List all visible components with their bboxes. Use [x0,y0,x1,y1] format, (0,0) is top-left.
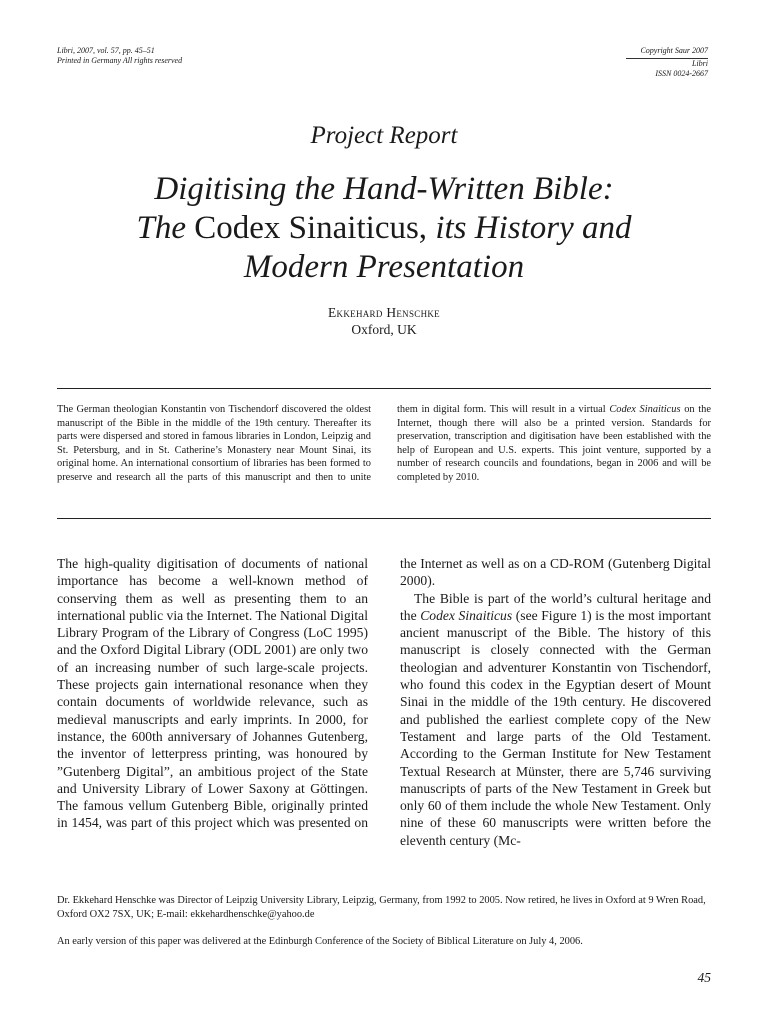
author-name: Ekkehard Henschke [328,305,440,320]
journal-citation [57,46,182,66]
title-line-2 [40,209,728,248]
title-line-2-rest: its History and [435,210,632,246]
article-type: Project Report [310,122,458,149]
page-number: 45 [697,970,711,985]
title-line-1: Digitising the Hand-Written Bible: [154,171,614,207]
journal-line: Libri, 2007, vol. 57, pp. 45–51 [57,46,155,55]
body-paragraph-2-b: (see Figure 1) is the most important ancient manuscript of the Bible. The history of this manuscript is closely connected with the German theologian and adventurer Konstantin von Tischendorf, who found this codex in the Egyptian desert of Mount Sinai in the middle of the 19th century. He discovered and published the earliest complete copy of the New Testament and large parts of the Old Testament. According to the German Institute for New Testament Textual Research at Münster, there are 5,746 surviving manuscripts of parts of the New Testament in Greek but only 60 of them include the whole New Testament. Only nine of these 60 manuscripts were written before the eleventh century (Mc- [400,607,711,848]
issn-line: ISSN 0024-2667 [655,69,708,78]
abstract-top-rule [57,388,711,389]
abstract-italic: Codex Sinaiticus [609,404,681,415]
body-paragraph-2 [400,590,711,849]
copyright-block [560,46,708,79]
title-codex-name: Codex Sinaiticus, [194,210,428,246]
article-title [40,170,728,287]
conference-note: An early version of this paper was delivered at the Edinburgh Conference of the Society of Biblical Literature on July 4, 2006. [57,936,583,947]
abstract-part-2: on the Internet, though there will also be a printed version. Standards for preservation, transcription and digitisation have been established with the help of European and U.S. experts. This joint venture, supported by a number of research councils and foundations, began in 2006 and will be completed by 2010. [397,404,711,483]
copyright-line: Copyright Saur 2007 [640,46,708,55]
author-affiliation: Oxford, UK [351,322,417,337]
body-paragraph-2-a: The Bible is part of the world’s cultural heritage and the [400,590,711,623]
title-line-3: Modern Presentation [243,249,525,285]
abstract-text [57,403,711,485]
body-paragraph-1: The high-quality digitisation of documents of national importance has become a well-known method of conserving them as well as presenting them to an international public via the Internet. The National Digital Library Program of the Library of Congress (LoC 1995) and the Oxford Digital Library (ODL 2001) are only two of an increasing number of such large-scale projects. These projects gain international resonance when they contain documents of worldwide relevance, such as medieval manuscripts and early imprints. In 2000, for instance, the 600th anniversary of Johannes Gutenberg, the inventor of letterpress printing, was honoured by ”Gutenberg Digital”, an ambitious project of the State and University Library of Lower Saxony at Göttingen. The famous vellum Gutenberg Bible, originally printed in 1454, was part of this project which was presented on the Internet as well as on a CD-ROM (Gutenberg Digital 2000). [57,556,711,831]
author-bio-note: Dr. Ekkehard Henschke was Director of Leipzig University Library, Leipzig, Germany, from 1992 to 2005. Now retired, he lives in Oxford at 9 Wren Road, Oxford OX2 7SX, UK; E-mail: ekkehardhenschke@yahoo.de [57,895,706,920]
abstract [57,403,711,485]
journal-name: Libri [691,59,708,68]
abstract-bottom-rule [57,518,711,519]
body-text [57,555,711,865]
header-rule [626,58,708,59]
abstract-part-1: The German theologian Konstantin von Tischendorf discovered the oldest manuscript of the Bible in the middle of the 19th century. Thereafter its parts were dispersed and stored in famous libraries in London, Leipzig and St. Petersburg, and in St. Catherine’s Monastery near Mount Sinai, its original home. An international consortium of libraries has been formed to preserve and research all the parts of this manuscript and then to unite them in digital form. This will result in a virtual [57,404,610,483]
printed-line: Printed in Germany All rights reserved [57,56,183,65]
title-word-the: The [136,210,186,246]
body-paragraph-2-italic: Codex Sinaiticus [420,607,513,623]
